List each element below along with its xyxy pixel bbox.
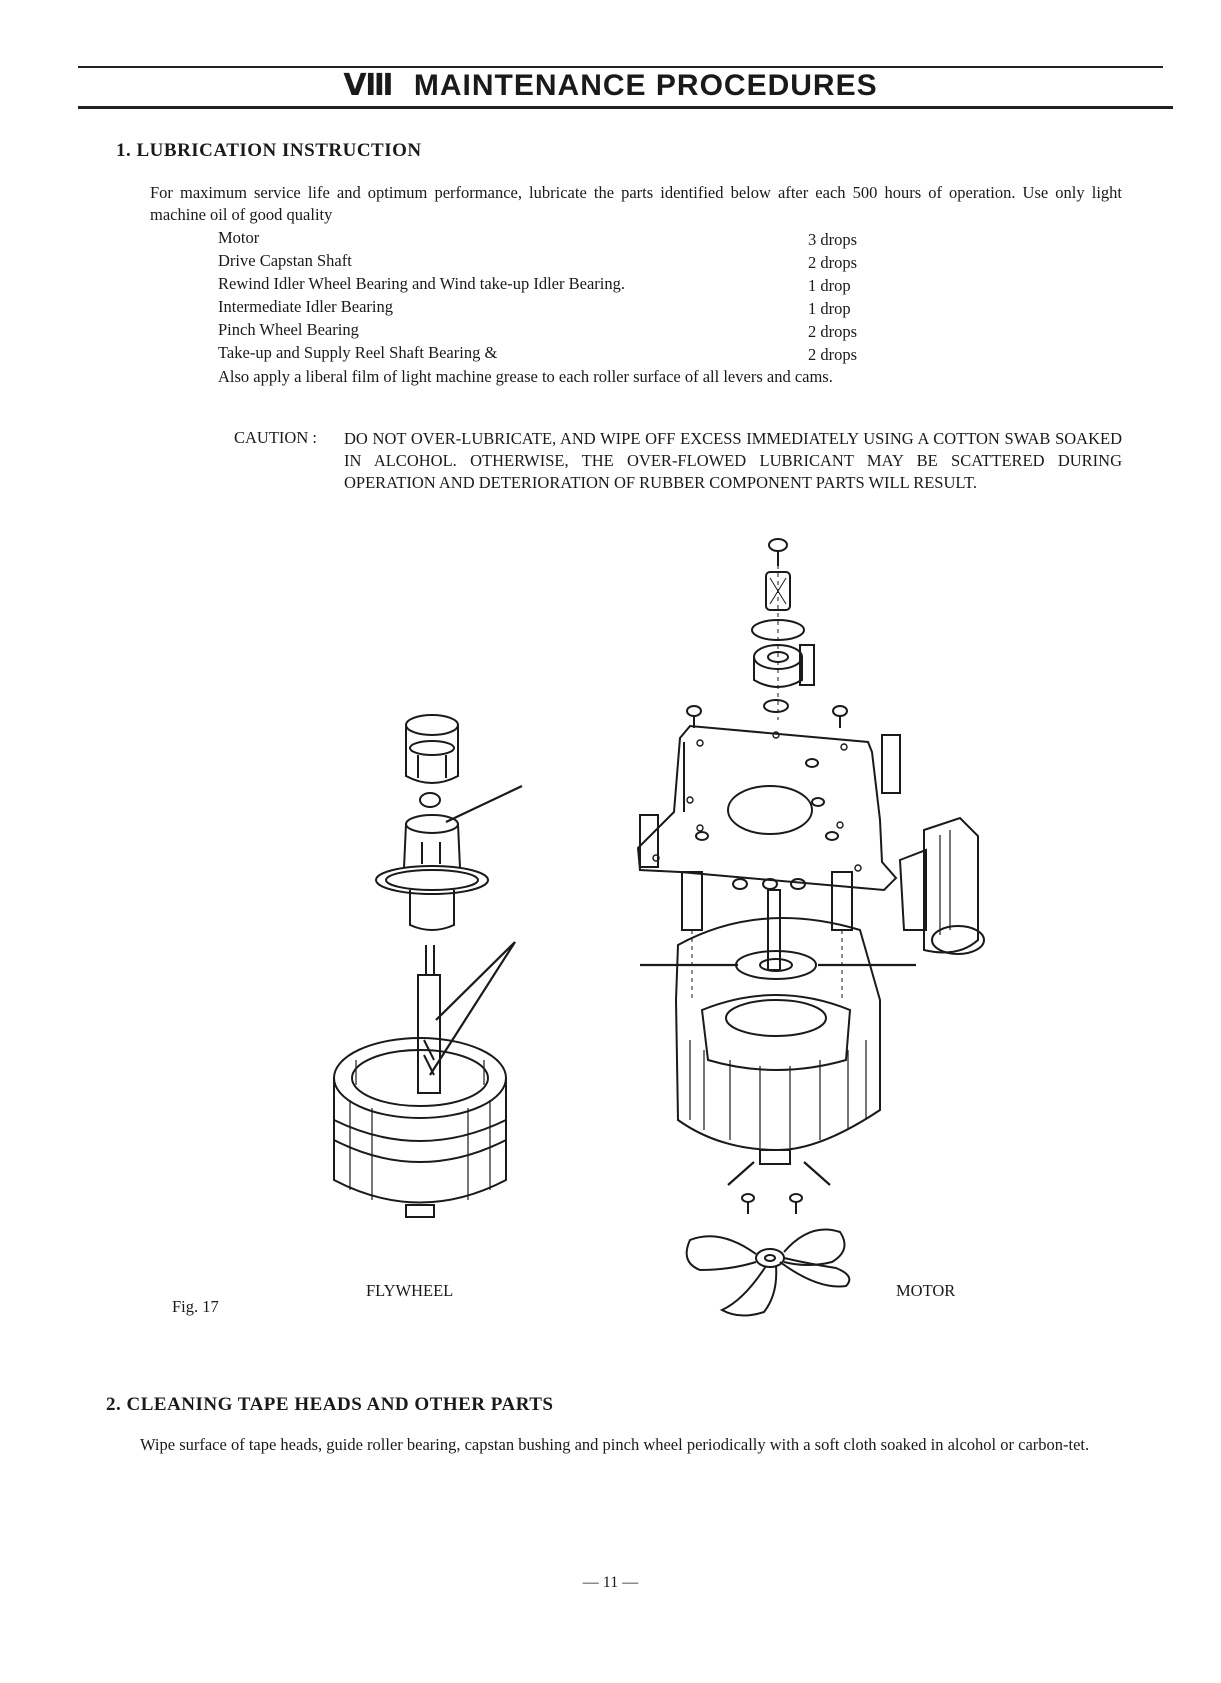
motor-top-screw: [769, 539, 787, 566]
motor-small-washer: [764, 700, 788, 712]
caution-text: DO NOT OVER-LUBRICATE, AND WIPE OFF EXCESS IMMEDIATELY USING A COTTON SWAB SOAKED IN ALCOHOL. OTHERWISE, THE OVER-FLOWED LUBRICANT MAY BE SCATTERED DURING OPERATION AND DETERIORATION OF RUBBER COMPONENT PARTS WILL RESULT.: [344, 429, 1122, 492]
flywheel-label: FLYWHEEL: [366, 1281, 454, 1300]
lub-item-amount: 3 drops: [808, 230, 858, 249]
chapter-numeral: Ⅷ: [343, 69, 395, 102]
motor-assembly: [638, 539, 984, 1316]
figure-number-label: Fig. 17: [172, 1297, 219, 1316]
chapter-title: MAINTENANCE PROCEDURES: [413, 69, 878, 102]
lub-item-amount: 2 drops: [808, 322, 858, 341]
flywheel-cap: [406, 715, 458, 783]
lub-item-part: Pinch Wheel Bearing: [218, 320, 359, 339]
lub-item-amount: 1 drop: [808, 299, 851, 318]
lub-item-part: Drive Capstan Shaft: [218, 251, 352, 270]
motor-capacitor: [900, 818, 984, 954]
lub-item-part: Take-up and Supply Reel Shaft Bearing &: [218, 343, 498, 362]
page-number: — 11 —: [582, 1574, 639, 1591]
flywheel-leader-lines: [430, 786, 522, 1075]
caution-label: CAUTION :: [234, 428, 317, 447]
motor-fan: [687, 1230, 850, 1316]
grease-note: Also apply a liberal film of light machine grease to each roller surface of all levers and cams.: [218, 367, 833, 386]
motor-label: MOTOR: [896, 1281, 956, 1300]
flywheel-wheel: [334, 1038, 506, 1217]
lub-item-part: Rewind Idler Wheel Bearing and Wind take-up Idler Bearing.: [218, 274, 625, 293]
lub-item-part: Intermediate Idler Bearing: [218, 297, 393, 316]
lubrication-intro: For maximum service life and optimum performance, lubricate the parts identified below after each 500 hours of operation. Use only light machine oil of good quality: [150, 183, 1122, 224]
cleaning-body: Wipe surface of tape heads, guide roller bearing, capstan bushing and pinch wheel periodically with a soft cloth soaked in alcohol or carbon-tet.: [140, 1435, 1090, 1454]
motor-mounting-plate: [638, 726, 896, 890]
lub-item-amount: 1 drop: [808, 276, 851, 295]
fan-screws: [742, 1194, 802, 1214]
section1-heading: 1. LUBRICATION INSTRUCTION: [116, 140, 422, 161]
section2-heading: 2. CLEANING TAPE HEADS AND OTHER PARTS: [106, 1394, 554, 1415]
lub-item-amount: 2 drops: [808, 253, 858, 272]
flywheel-clip: [420, 793, 440, 807]
motor-leader-lines: [640, 965, 916, 1185]
flywheel-assembly: [334, 715, 522, 1217]
lub-item-part: Motor: [218, 228, 260, 247]
motor-shaft: [768, 890, 780, 970]
motor-housing: [676, 918, 880, 1164]
flywheel-bushing: [376, 815, 488, 930]
lub-item-amount: 2 drops: [808, 345, 858, 364]
